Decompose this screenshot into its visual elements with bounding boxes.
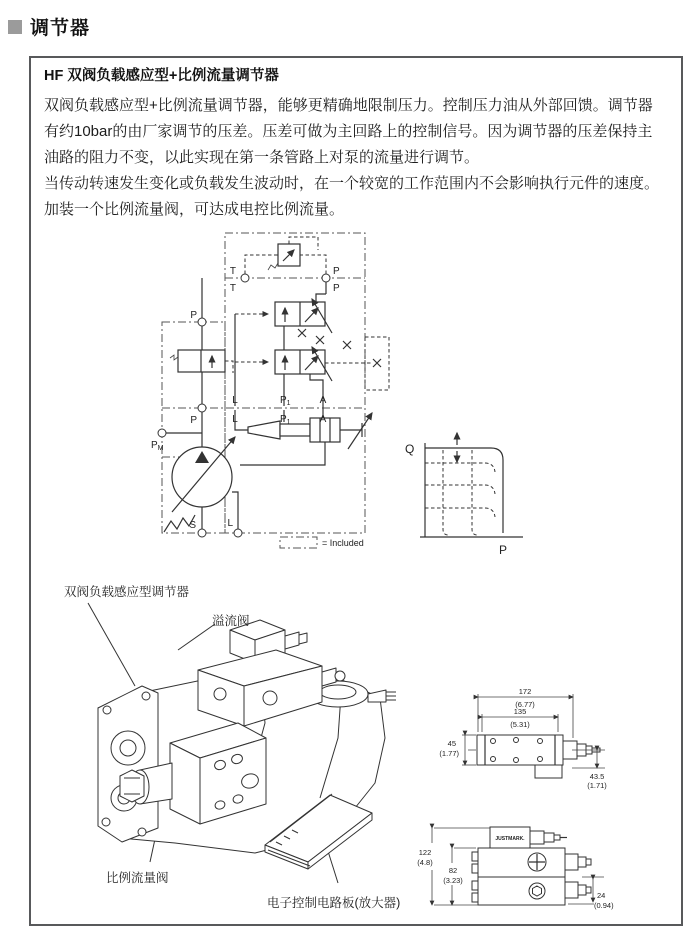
section-marker-square <box>8 20 22 34</box>
port-pm: $P_M$ <box>151 440 164 452</box>
port-s: S <box>189 520 196 531</box>
dim-43-5-in: (1.71) <box>587 781 607 790</box>
graph-dashed-settings <box>425 450 495 535</box>
qp-characteristic-graph <box>395 415 530 560</box>
dim-24-in: (0.94) <box>594 901 614 910</box>
section-title: 调节器 <box>30 18 91 39</box>
port-l-bottom: L <box>232 414 238 425</box>
paragraph-2: 当传动转速发生变化或负载发生波动时，在一个较宽的工作范围内不会影响执行元件的速度。 <box>44 175 660 192</box>
pump-assembly-drawing <box>80 598 400 903</box>
legend-text: = Included <box>322 538 364 548</box>
dim-24: 24 <box>597 891 606 900</box>
compensator-spool-symbol <box>240 413 372 465</box>
graph-x-label: P <box>499 543 508 557</box>
port-l-top: L <box>232 395 238 406</box>
dim-45: 45 <box>447 739 456 748</box>
port-a-bottom: A <box>319 414 327 425</box>
dim-172: 172 <box>518 687 532 696</box>
paragraph-3: 加装一个比例流量阀，可达成电控比例流量。 <box>44 201 345 218</box>
description-block <box>44 64 662 223</box>
port-p-left-top: P <box>190 310 197 321</box>
dim-172-in: (6.77) <box>515 700 535 709</box>
valve-side-view <box>468 735 600 778</box>
dim-45-in: (1.77) <box>439 749 459 758</box>
schematic-legend <box>280 537 364 548</box>
port-p1-top: $P_1$ <box>280 395 291 407</box>
callout-prop-flow-valve: 比例流量阀 <box>106 871 169 885</box>
dim-122-in: (4.8) <box>417 858 433 867</box>
port-l-drain: L <box>227 518 233 529</box>
dim-122: 122 <box>418 848 432 857</box>
dim-82-in: (3.23) <box>443 876 463 885</box>
dim-82: 82 <box>448 866 458 875</box>
graph-flow-curve <box>425 448 503 533</box>
port-a-top: A <box>319 395 327 406</box>
hydraulic-schematic-figure <box>150 230 420 555</box>
paragraph-1: 双阀负载感应型+比例流量调节器，能够更精确地限制压力。控制压力油从外部回馈。调节器有约10bar的由厂家调节的压差。压差可做为主回路上的控制信号。因为调节器的压差保持主油路的阻力不变，以此实现在第一条管路上对泵的流量进行调节。 <box>44 97 653 166</box>
proportional-valve-1-symbol <box>235 282 332 333</box>
callout-amplifier-board: 电子控制电路板(放大器) <box>267 896 401 910</box>
port-p-left-bottom: P <box>190 415 197 426</box>
dimension-drawing-side-view <box>440 682 655 794</box>
port-p-bottom: P <box>333 283 340 294</box>
port-t-bottom: T <box>229 283 236 294</box>
port-p-top: P <box>333 266 340 277</box>
port-t-top: T <box>229 266 236 277</box>
port-p1-bottom: $P_1$ <box>280 414 291 426</box>
dim-135: 135 <box>513 707 527 716</box>
model-title: HF 双阀负载感应型+比例流量调节器 <box>44 68 279 84</box>
callout-relief-valve: 溢流阀 <box>212 614 250 628</box>
dimension-drawing-front-view <box>410 815 665 937</box>
brand-label: JUSTMARK. <box>495 836 525 842</box>
valve-front-view <box>472 827 591 905</box>
pilot-relief-valve-symbol <box>245 237 326 274</box>
dim-135-in: (5.31) <box>510 720 530 729</box>
section-header <box>8 13 90 40</box>
left-valve-branch <box>170 278 233 447</box>
callout-regulator: 双阀负载感应型调节器 <box>64 585 190 599</box>
dim-43-5: 43.5 <box>589 772 605 781</box>
pump-mounting-face <box>98 686 158 842</box>
graph-y-label: Q <box>405 442 415 456</box>
